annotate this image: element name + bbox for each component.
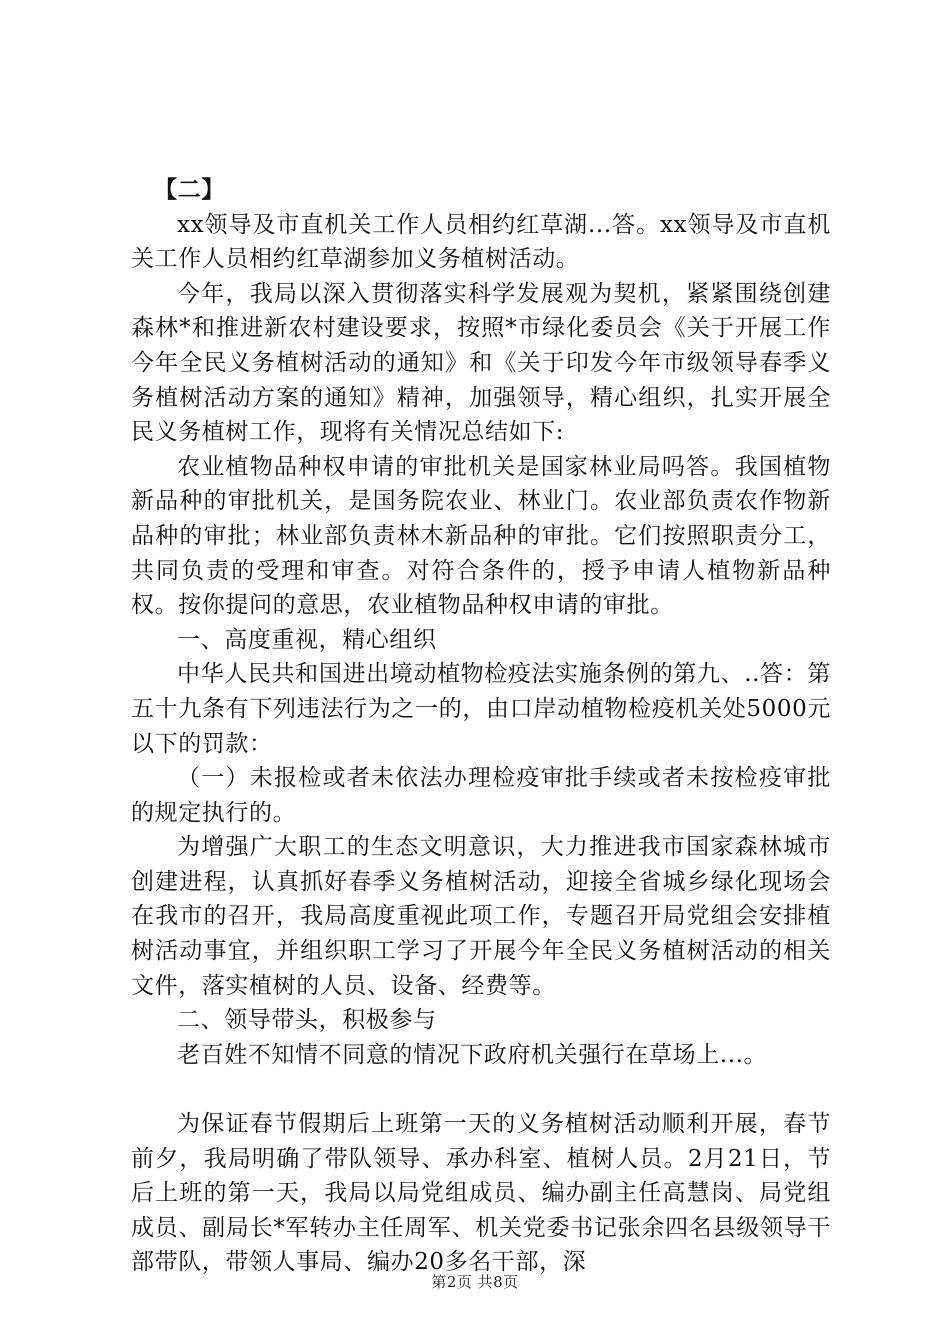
page-footer: 第2页 共8页 (431, 1273, 519, 1291)
paragraph: 中华人民共和国进出境动植物检疫法实施条例的第九、..答：第五十九条有下列违法行为之一的，由口岸动植物检疫机关处5000元以下的罚款： (131, 661, 831, 757)
paragraph: （一）未报检或者未依法办理检疫审批手续或者未按检疫审批的规定执行的。 (131, 765, 831, 826)
paragraph: xx领导及市直机关工作人员相约红草湖...答。xx领导及市直机关工作人员相约红草湖参加义务植树活动。 (131, 211, 831, 273)
paragraph: 今年，我局以深入贯彻落实科学发展观为契机，紧紧围绕创建森林*和推进新农村建设要求，按照*市绿化委员会《关于开展工作今年全民义务植树活动的通知》和《关于印发今年市级领导春季义务植树活动方案的通知》精神，加强领导，精心组织，扎实开展全民义务植树工作，现将有关情况总结如下: (131, 280, 831, 446)
blank-line (131, 1072, 831, 1107)
paragraph: 为保证春节假期后上班第一天的义务植树活动顺利开展，春节前夕，我局明确了带队领导、承办科室、植树人员。2月21日，节后上班的第一天，我局以局党组成员、编办副主任高慧岗、局党组成员、副局长*军转办主任周军、机关党委书记张余四名县级领导干部带队，带领人事局、编办20多名干部，深 (131, 1111, 831, 1276)
section-subheading: 二、领导带头，积极参与 (177, 1007, 437, 1034)
paragraph: 农业植物品种权申请的审批机关是国家林业局吗答。我国植物新品种的审批机关，是国务院农业、林业门。农业部负责农作物新品种的审批；林业部负责林木新品种的审批。它们按照职责分工，共同负责的受理和审查。对符合条件的，授予申请人植物新品种权。按你提问的意思，农业植物品种权申请的审批。 (131, 453, 831, 619)
paragraph: 为增强广大职工的生态文明意识，大力推进我市国家森林城市创建进程，认真抓好春季义务植树活动，迎接全省城乡绿化现场会在我市的召开，我局高度重视此项工作，专题召开局党组会安排植树活动事宜，并组织职工学习了开展今年全民义务植树活动的相关文件，落实植树的人员、设备、经费等。 (131, 834, 831, 999)
document-body (131, 173, 831, 1280)
paragraph: 老百姓不知情不同意的情况下政府机关强行在草场上...。 (177, 1041, 768, 1068)
section-subheading: 一、高度重视，精心组织 (177, 626, 437, 653)
section-heading: 【二】 (154, 176, 225, 203)
